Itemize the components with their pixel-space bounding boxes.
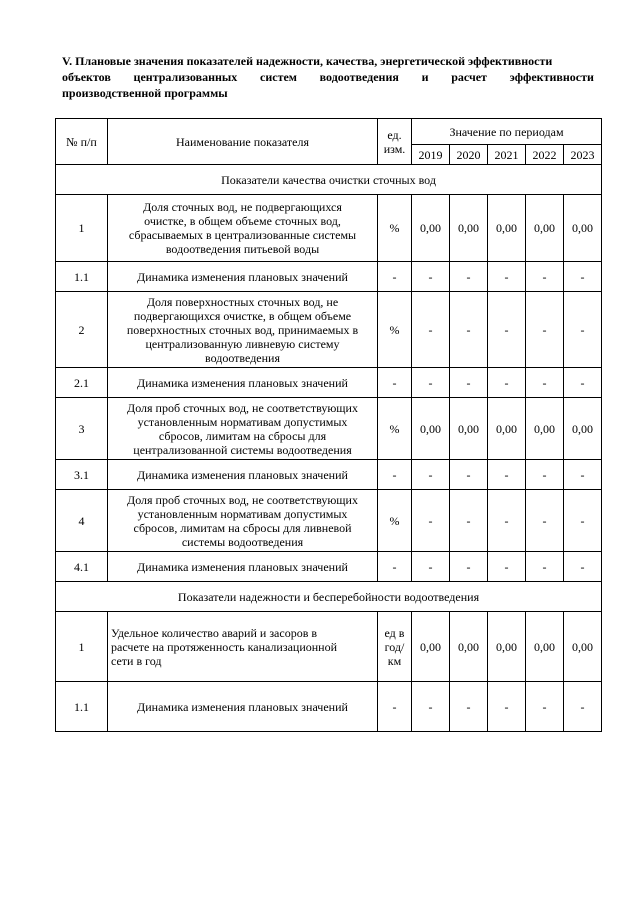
table-row xyxy=(56,398,602,460)
row-number: 1 xyxy=(56,612,108,682)
value-cell: 0,00 xyxy=(526,195,564,262)
value-cell: - xyxy=(564,262,602,292)
indicator-name-line: централизованной системы водоотведения xyxy=(133,442,352,457)
unit-cell xyxy=(378,552,412,582)
value-cell: - xyxy=(526,292,564,368)
row-number: 2 xyxy=(56,292,108,368)
value-cell: 0,00 xyxy=(412,398,450,460)
indicator-name-line: сети в год xyxy=(111,653,162,668)
value-cell: - xyxy=(564,682,602,732)
unit-line: - xyxy=(392,269,397,284)
header-year: 2023 xyxy=(564,145,602,165)
indicator-name-line: Доля проб сточных вод, не соответствующих xyxy=(127,400,358,415)
indicator-name xyxy=(108,552,378,582)
value-cell: - xyxy=(564,490,602,552)
header-unit xyxy=(378,119,412,165)
header-name: Наименование показателя xyxy=(108,119,378,165)
value-cell: - xyxy=(488,262,526,292)
unit-cell xyxy=(378,398,412,460)
value-cell: - xyxy=(412,682,450,732)
value-cell: 0,00 xyxy=(412,612,450,682)
unit-line: - xyxy=(392,699,397,714)
indicator-name-line: установленным нормативам допустимых xyxy=(137,414,348,429)
header-num: № п/п xyxy=(56,119,108,165)
header-year: 2020 xyxy=(450,145,488,165)
value-cell: - xyxy=(526,460,564,490)
value-cell: 0,00 xyxy=(488,195,526,262)
indicator-name xyxy=(108,398,378,460)
unit-cell xyxy=(378,262,412,292)
unit-line: - xyxy=(392,559,397,574)
section-row xyxy=(56,582,602,612)
table-row xyxy=(56,195,602,262)
heading-line-1: V. Плановые значения показателей надежности, качества, энергетической эффективности xyxy=(62,54,553,68)
header-year: 2021 xyxy=(488,145,526,165)
indicator-name-line: поверхностных сточных вод, принимаемых в xyxy=(126,322,359,337)
indicator-name-line: Динамика изменения плановых значений xyxy=(137,467,348,482)
value-cell: - xyxy=(488,682,526,732)
table-row xyxy=(56,490,602,552)
table-row xyxy=(56,460,602,490)
indicator-name xyxy=(108,460,378,490)
indicator-name xyxy=(108,490,378,552)
unit-cell xyxy=(378,292,412,368)
unit-line: % xyxy=(389,221,400,235)
heading-line-3: производственной программы xyxy=(62,86,228,100)
value-cell: - xyxy=(488,552,526,582)
value-cell: 0,00 xyxy=(450,398,488,460)
table-row xyxy=(56,368,602,398)
table-row xyxy=(56,292,602,368)
indicator-name xyxy=(108,682,378,732)
document-heading xyxy=(62,53,594,101)
header-periods: Значение по периодам xyxy=(412,119,602,145)
indicator-name-line: системы водоотведения xyxy=(181,534,304,549)
value-cell: - xyxy=(488,368,526,398)
value-cell: - xyxy=(488,490,526,552)
value-cell: 0,00 xyxy=(526,612,564,682)
heading-word: эффективности xyxy=(509,70,594,84)
value-cell: - xyxy=(526,682,564,732)
value-cell: - xyxy=(450,368,488,398)
value-cell: - xyxy=(412,368,450,398)
row-number: 4 xyxy=(56,490,108,552)
indicator-name-line: Динамика изменения плановых значений xyxy=(137,269,348,284)
indicator-name-line: Удельное количество аварий и засоров в xyxy=(111,625,318,640)
indicator-name-line: Динамика изменения плановых значений xyxy=(137,699,348,714)
value-cell: - xyxy=(526,262,564,292)
unit-line: - xyxy=(392,467,397,482)
header-year: 2019 xyxy=(412,145,450,165)
unit-line: км xyxy=(387,653,402,668)
value-cell: - xyxy=(412,552,450,582)
unit-line: год/ xyxy=(384,639,405,654)
heading-word: и xyxy=(421,70,429,84)
value-cell: 0,00 xyxy=(564,398,602,460)
heading-word: централизованных xyxy=(133,70,238,84)
header-unit-line: ед. xyxy=(387,127,402,142)
indicator-name-line: централизованную ливневую систему xyxy=(145,336,340,351)
unit-line: % xyxy=(389,322,400,337)
value-cell: - xyxy=(564,552,602,582)
heading-word: водоотведения xyxy=(319,70,399,84)
value-cell: - xyxy=(564,460,602,490)
row-number: 3.1 xyxy=(56,460,108,490)
row-number: 1.1 xyxy=(56,262,108,292)
value-cell: - xyxy=(412,292,450,368)
indicator-name-line: Доля поверхностных сточных вод, не xyxy=(146,294,339,309)
row-number: 2.1 xyxy=(56,368,108,398)
indicators-table xyxy=(55,118,602,732)
heading-word: систем xyxy=(260,70,297,84)
table-body xyxy=(56,165,602,732)
value-cell: - xyxy=(526,368,564,398)
row-number: 3 xyxy=(56,398,108,460)
value-cell: - xyxy=(526,490,564,552)
value-cell: 0,00 xyxy=(526,398,564,460)
value-cell: - xyxy=(450,552,488,582)
indicator-name xyxy=(108,262,378,292)
indicator-name-line: Динамика изменения плановых значений xyxy=(137,375,348,390)
table-row xyxy=(56,612,602,682)
indicator-name-line: водоотведения питьевой воды xyxy=(165,242,320,256)
value-cell: 0,00 xyxy=(450,612,488,682)
heading-word: объектов xyxy=(62,70,111,84)
header-unit-line: изм. xyxy=(383,141,406,156)
indicator-name xyxy=(108,368,378,398)
heading-line-2 xyxy=(62,69,594,85)
value-cell: - xyxy=(450,682,488,732)
value-cell: - xyxy=(450,490,488,552)
indicator-name-line: сбросов, лимитам на сбросы для xyxy=(158,428,327,443)
unit-cell xyxy=(378,460,412,490)
value-cell: 0,00 xyxy=(488,398,526,460)
value-cell: 0,00 xyxy=(450,195,488,262)
value-cell: - xyxy=(450,292,488,368)
section-title: Показатели качества очистки сточных вод xyxy=(56,165,602,195)
header-year: 2022 xyxy=(526,145,564,165)
heading-word: расчет xyxy=(451,70,487,84)
unit-line: % xyxy=(389,513,400,528)
indicator-name xyxy=(108,195,378,262)
value-cell: - xyxy=(450,460,488,490)
value-cell: 0,00 xyxy=(412,195,450,262)
unit-cell xyxy=(378,490,412,552)
unit-cell xyxy=(378,612,412,682)
value-cell: - xyxy=(412,490,450,552)
indicator-name-line: Динамика изменения плановых значений xyxy=(137,559,348,574)
unit-line: - xyxy=(392,375,397,390)
value-cell: - xyxy=(412,262,450,292)
indicator-name-line: сбросов, лимитам на сбросы для ливневой xyxy=(133,520,352,535)
row-number: 1 xyxy=(56,195,108,262)
value-cell: - xyxy=(488,292,526,368)
section-title: Показатели надежности и бесперебойности водоотведения xyxy=(56,582,602,612)
indicator-name-line: Доля проб сточных вод, не соответствующих xyxy=(127,492,358,507)
unit-line: % xyxy=(389,421,400,436)
row-number: 1.1 xyxy=(56,682,108,732)
indicator-name-line: Доля сточных вод, не подвергающихся xyxy=(143,200,342,214)
value-cell: - xyxy=(450,262,488,292)
table-row xyxy=(56,262,602,292)
value-cell: 0,00 xyxy=(564,195,602,262)
table-row xyxy=(56,552,602,582)
indicator-name-line: водоотведения xyxy=(205,350,280,365)
value-cell: - xyxy=(412,460,450,490)
indicator-name xyxy=(108,292,378,368)
unit-cell xyxy=(378,195,412,262)
value-cell: - xyxy=(564,368,602,398)
value-cell: - xyxy=(564,292,602,368)
indicator-name-line: установленным нормативам допустимых xyxy=(137,506,348,521)
indicator-name xyxy=(108,612,378,682)
value-cell: 0,00 xyxy=(488,612,526,682)
indicator-name-line: расчете на протяженность канализационной xyxy=(111,639,338,654)
value-cell: - xyxy=(526,552,564,582)
value-cell: 0,00 xyxy=(564,612,602,682)
unit-cell xyxy=(378,368,412,398)
section-row xyxy=(56,165,602,195)
indicator-name-line: подвергающихся очистке, в общем объеме xyxy=(133,308,352,323)
indicator-name-line: сбрасываемых в централизованные системы xyxy=(128,228,357,242)
value-cell: - xyxy=(488,460,526,490)
unit-line: ед в xyxy=(384,625,405,640)
row-number: 4.1 xyxy=(56,552,108,582)
table-row xyxy=(56,682,602,732)
indicator-name-line: очистке, в общем объеме сточных вод, xyxy=(144,214,341,228)
unit-cell xyxy=(378,682,412,732)
